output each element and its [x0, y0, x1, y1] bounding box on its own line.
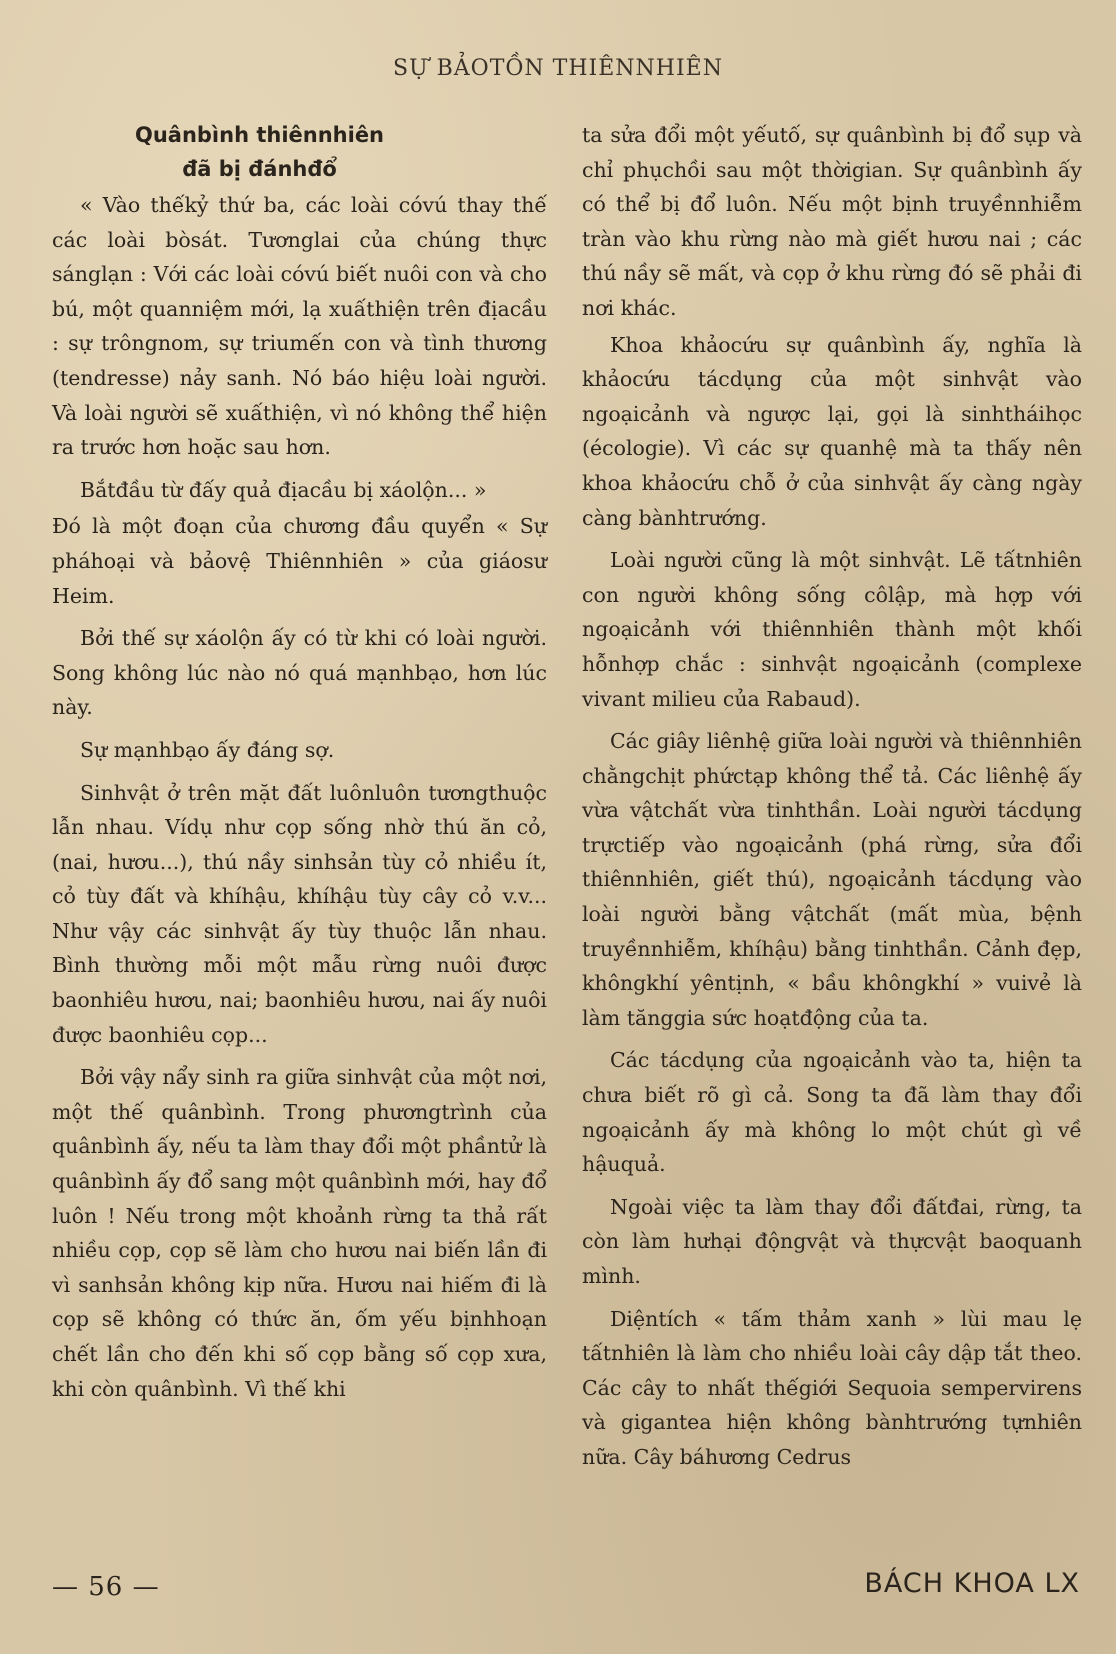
- paragraph: Khoa khảocứu sự quânbình ấy, nghĩa là khảocứu tácdụng của một sinhvật vào ngoạicảnh và ngược lại, gọi là sinhtháihọc (écologie). Vì các sự quanhệ mà ta thấy nên khoa khảocứu chỗ ở của sinhvật ấy càng ngày càng bànhtrướng.: [582, 332, 1082, 530]
- paragraph: Sinhvật ở trên mặt đất luônluôn tươngthuộc lẫn nhau. Vídụ như cọp sống nhờ thú ăn cỏ, (nai, hươu...), thú nầy sinhsản tùy cỏ nhiều ít, cỏ tùy đất và khíhậu, khíhậu tùy cây cỏ v.v... Như vậy các sinhvật ấy tùy thuộc lẫn nhau. Bình thường mỗi một mẫu rừng nuôi được baonhiêu hươu, nai; baonhiêu hươu, nai ấy nuôi được baonhiêu cọp...: [52, 780, 547, 1047]
- section-title-line-2: đã bị đánhđổ: [182, 157, 337, 181]
- paragraph: ta sửa đổi một yếutố, sự quânbình bị đổ sụp và chỉ phụchồi sau một thờigian. Sự quânbình ấy có thể bị đổ luôn. Nếu một bịnh truyềnnhiễm tràn vào khu rừng nào mà giết hươu nai ; các thú nầy sẽ mất, và cọp ở khu rừng đó sẽ phải đi nơi khác.: [582, 123, 1082, 320]
- paragraph: Bởi thế sự xáolộn ấy có từ khi có loài người. Song không lúc nào nó quá mạnhbạo, hơn lúc này.: [52, 626, 547, 720]
- paragraph: Bắtđầu từ đấy quả địacầu bị xáolộn... »: [80, 477, 487, 502]
- magazine-issue: BÁCH KHOA LX: [864, 1568, 1080, 1599]
- right-column: [582, 118, 1082, 1477]
- page-number: — 56 —: [52, 1572, 160, 1602]
- paragraph: « Vào thếkỷ thứ ba, các loài cóvú thay thế các loài bòsát. Tươnglai của chúng thực sánglạn : Với các loài cóvú biết nuôi con và cho bú, một quanniệm mới, lạ xuấthiện trên địacầu : sự trôngnom, sự triumến con và tình thương (tendresse) nảy sanh. Nó báo hiệu loài người. Và loài người sẽ xuấthiện, vì nó không thể hiện ra trước hơn hoặc sau hơn.: [52, 193, 547, 460]
- section-title: [52, 118, 547, 186]
- running-header: SỰ BẢOTỒN THIÊNNHIÊN: [393, 56, 723, 81]
- paragraph: Bởi vậy nẩy sinh ra giữa sinhvật của một nơi, một thế quânbình. Trong phươngtrình của quânbình ấy, nếu ta làm thay đổi một phầntử là quânbình ấy đổ sang một quânbình mới, hay đổ luôn ! Nếu trong một khoảnh rừng ta thả rất nhiều cọp, cọp sẽ làm cho hươu nai biến lần đi vì sanhsản không kịp nữa. Hươu nai hiếm đi là cọp sẽ không có thức ăn, ốm yếu bịnhhoạn chết lần cho đến khi số cọp bằng số cọp xưa, khi còn quânbình. Vì thế khi: [52, 1065, 548, 1401]
- paragraph: Các tácdụng của ngoạicảnh vào ta, hiện ta chưa biết rõ gì cả. Song ta đã làm thay đổi ngoạicảnh ấy mà không lo một chút gì về hậuquả.: [582, 1048, 1082, 1177]
- paragraph: Sự mạnhbạo ấy đáng sợ.: [80, 737, 335, 762]
- left-column: [52, 118, 547, 1408]
- paragraph: Loài người cũng là một sinhvật. Lẽ tấtnhiên con người không sống côlập, mà hợp với ngoạicảnh với thiênnhiên thành một khối hỗnhợp chắc : sinhvật ngoạicảnh (complexe vivant milieu của Rabaud).: [582, 548, 1082, 711]
- section-title-line-1: Quânbình thiênnhiên: [134, 123, 385, 147]
- paragraph: Ngoài việc ta làm thay đổi đấtđai, rừng, ta còn làm hưhại độngvật và thựcvật baoquanh mình.: [582, 1194, 1082, 1288]
- paragraph: Các giây liênhệ giữa loài người và thiênnhiên chằngchịt phứctạp không thể tả. Các liênhệ ấy vừa vậtchất vừa tinhthần. Loài người tácdụng trựctiếp vào ngoạicảnh (phá rừng, sửa đổi thiênnhiên, giết thú), ngoạicảnh tácdụng vào loài người bằng vậtchất (mất mùa, bệnh truyềnnhiễm, khíhậu) bằng tinhthần. Cảnh đẹp, khôngkhí yêntịnh, « bầu khôngkhí » vuivẻ là làm tănggia sức hoạtđộng của ta.: [582, 729, 1082, 1030]
- paragraph: Diệntích « tấm thảm xanh » lùi mau lẹ tấtnhiên là làm cho nhiều loài cây dập tắt theo. Các cây to nhất thếgiới Sequoia sempervirens và gigantea hiện không bànhtrướng tựnhiên nữa. Cây báhương Cedrus: [582, 1306, 1082, 1469]
- paragraph: Đó là một đoạn của chương đầu quyển « Sự pháhoại và bảovệ Thiênnhiên » của giáosư Heim.: [52, 514, 547, 608]
